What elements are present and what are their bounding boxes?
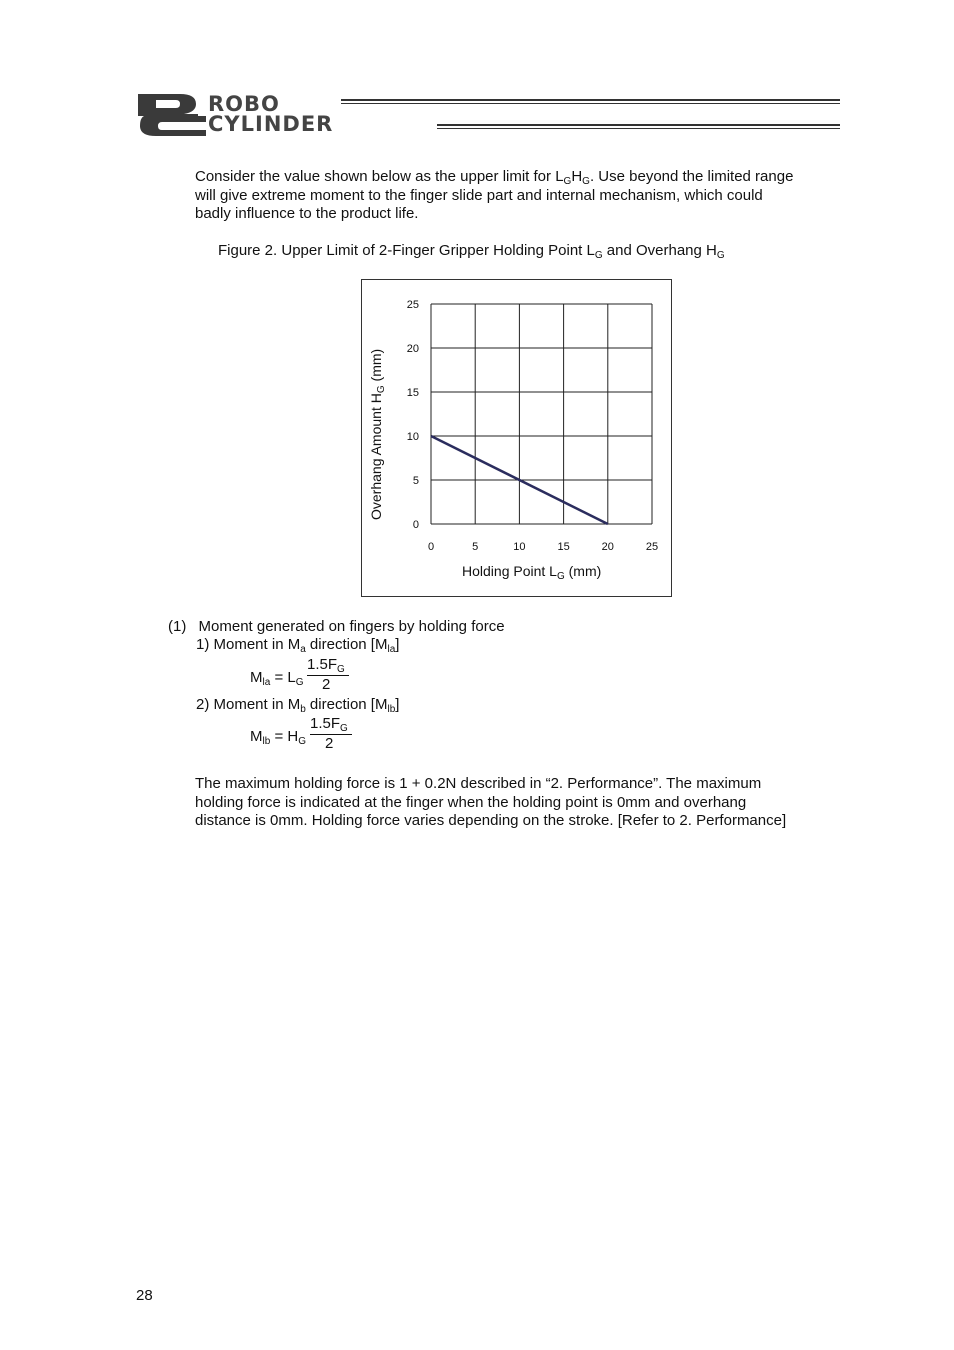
formula-2-lhs: $M_{lb} = H_G$ — [250, 728, 307, 747]
x-tick-label-4: 20 — [601, 541, 614, 553]
figure-caption: Figure 2. Upper Limit of 2-Finger Gripper Holding Point $L_G$ and Overhang $H_G$ — [218, 242, 725, 261]
moment-item-1: 1) Moment in $M_a$ direction $[M_{la}]$ — [196, 636, 400, 655]
intro-paragraph — [195, 168, 855, 224]
x-tick-label-5: 25 — [645, 541, 659, 553]
y-tick-label-0: 0 — [412, 519, 419, 531]
x-tick-label-1: 5 — [472, 541, 479, 553]
intro-line3: badly influence to the product life. — [195, 205, 419, 222]
x-tick-label-2: 10 — [513, 541, 526, 553]
y-axis-label: Overhang Amount $H_G$ (mm) — [368, 348, 387, 520]
x-tick-label-0: 0 — [427, 541, 435, 553]
formula-1-denominator: 2 — [322, 676, 331, 693]
formula-2-denominator: 2 — [325, 735, 334, 752]
formula-1-numerator: $1.5F_G$ — [307, 656, 345, 675]
moment-item-2: 2) Moment in $M_b$ direction $[M_{lb}]$ — [196, 696, 400, 715]
y-tick-label-4: 20 — [406, 343, 419, 355]
moments-heading-number: (1) — [168, 618, 187, 635]
rc-logo-icon — [136, 92, 208, 136]
closing-paragraph — [195, 775, 855, 831]
formula-2-numerator: $1.5F_G$ — [310, 715, 348, 734]
page-number: 28 — [136, 1287, 153, 1304]
header-rule-top-thin — [341, 103, 840, 104]
y-tick-label-2: 10 — [406, 431, 419, 443]
moments-heading — [168, 618, 768, 637]
y-tick-label-3: 15 — [406, 387, 419, 399]
chart-frame — [361, 279, 672, 597]
y-tick-label-1: 5 — [412, 475, 419, 487]
brand-line1: ROBO — [208, 92, 280, 116]
closing-line3: distance is 0mm. Holding force varies depending on the stroke. [Refer to 2. Performance] — [195, 812, 787, 829]
x-tick-label-3: 15 — [557, 541, 570, 553]
header-rule-top — [341, 99, 840, 101]
intro-line2: will give extreme moment to the finger slide part and internal mechanism, which could — [195, 186, 763, 204]
chart-plot — [362, 280, 673, 598]
formula-1-lhs: $M_{la} = L_G$ — [250, 669, 304, 688]
closing-line2: holding force is indicated at the finger when the holding point is 0mm and overhang — [195, 793, 747, 811]
brand-line2: CYLINDER — [208, 112, 334, 136]
x-axis-label: Holding Point $L_G$ (mm) — [462, 563, 602, 582]
intro-line1: Consider the value shown below as the upper limit for $L_GH_G$. Use beyond the limited range — [195, 168, 794, 187]
moments-heading-text: Moment generated on fingers by holding force — [198, 618, 505, 635]
header-rule-bottom-thin — [437, 128, 840, 129]
closing-line1: The maximum holding force is 1 + 0.2N described in “2. Performance”. The maximum — [195, 775, 762, 792]
header-rule-bottom — [437, 124, 840, 126]
y-tick-label-5: 25 — [406, 299, 419, 311]
